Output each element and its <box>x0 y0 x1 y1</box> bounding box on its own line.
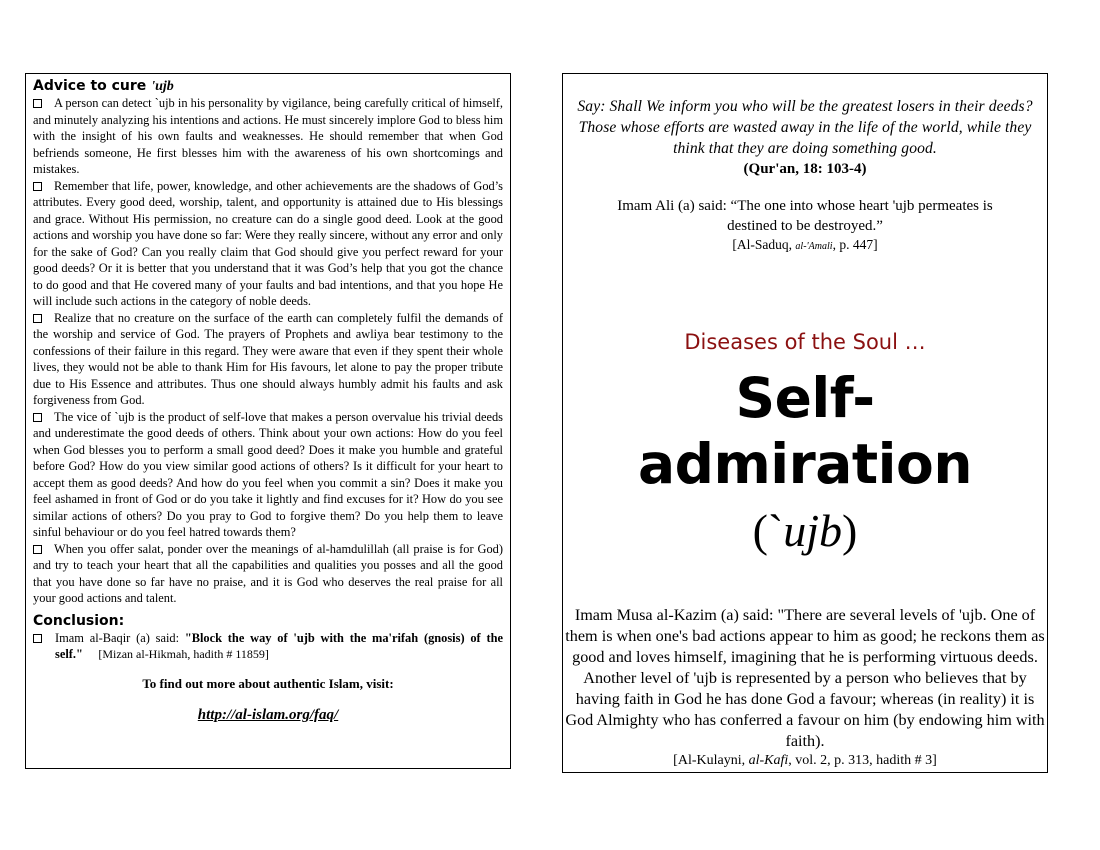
checkbox-bullet-icon <box>33 413 42 422</box>
imam-musa-quote: Imam Musa al-Kazim (a) said: "There are several levels of 'ujb. One of them is when one's bad actions appear to him as good; he reckons them as good and loves himself, imagining that he is performing virtuous deeds. Another level of 'ujb is represented by a person who believes that by having faith in God he has done God a favour; whereas (in reality) it is God Almighty who has conferred a favour on him (by endowing him with faith). <box>565 606 1045 750</box>
page-title: Self-admiration <box>638 366 972 496</box>
title-transliteration: (`ujb) <box>752 505 858 556</box>
conclusion-paragraph: Imam al-Baqir (a) said: "Block the way of 'ujb with the ma'rifah (gnosis) of the self." [Mizan al-Hikmah, hadith # 11859] <box>33 630 503 663</box>
imam-musa-block <box>565 605 1045 769</box>
advice-paragraph: The vice of `ujb is the product of self-love that makes a person overvalue his trivial deeds and underestimate the good deeds of others. Think about your own actions: How do you feel when God blesses you to perform a small good deed? Does it make you humble and grateful before God? How do you view similar good actions of others? Is it difficult for your heart to accept them as good deeds? And how do you feel when you commit a sin? Does it make you feel ashamed in front of God or do you take it lightly and find excuses for it? How do you see similar actions of others? Do you pray to God to forgive them? Do you help them to leave sinful behaviour or do you feel hatred towards them? <box>33 409 503 539</box>
left-panel <box>25 73 511 769</box>
series-subtitle: Diseases of the Soul … <box>684 330 926 354</box>
conclusion-heading: Conclusion: <box>33 612 125 629</box>
checkbox-bullet-icon <box>33 99 42 108</box>
advice-paragraph: Remember that life, power, knowledge, and other achievements are the shadows of God’s attributes. Every good deed, worship, talent, and opportunity is attained due to His blessings and grace. Without His permission, no creature can do a single good deed. Look at the good actions and worship you have done so far: Were they really sincere, without any error and only for the sake of God? Can you really claim that God should give you perfect reward for your good deeds? Or it is better that you understand that it was God’s help that you got the chance to do good and that He covered many of your faults and bad intentions, and that you hope He will include such actions in the category of noble deeds. <box>33 178 503 308</box>
imam-musa-reference: [Al-Kulayni, al-Kafi, vol. 2, p. 313, hadith # 3] <box>673 753 937 768</box>
website-link[interactable]: http://al-islam.org/faq/ <box>197 706 339 723</box>
checkbox-bullet-icon <box>33 182 42 191</box>
checkbox-bullet-icon <box>33 545 42 554</box>
imam-ali-reference: [Al-Saduq, al-'Amali, p. 447] <box>732 237 878 252</box>
advice-paragraph: A person can detect `ujb in his personality by vigilance, being carefully critical of himself, and minutely analyzing his intentions and actions. He must sincerely implore God to bless him with the insight of his own faults and weaknesses. He should remember that when God befriends someone, He first blesses him with the awareness of his own shortcomings and mistakes. <box>33 96 503 176</box>
conclusion-reference: [Mizan al-Hikmah, hadith # 11859] <box>98 647 269 661</box>
quran-quote: Say: Shall We inform you who will be the greatest losers in their deeds? Those whose efforts are wasted away in the life of the world, while they think that they are doing something good. <box>577 98 1033 157</box>
imam-ali-quote: Imam Ali (a) said: “The one into whose heart 'ujb permeates is destined to be destroyed.” <box>617 198 993 234</box>
advice-paragraph: When you offer salat, ponder over the meanings of al-hamdulillah (all praise is for God) and try to teach your heart that all the capabilities and qualities you posses and all the good that you have done so far have no praise, and it is God who deserves the real praise for all your good actions and talent. <box>33 541 503 605</box>
advice-paragraph: Realize that no creature on the surface of the earth can completely fulfil the demands of the worship and service of God. The prayers of Prophets and awliya bear testimony to the confessions of their failure in this regard. They were aware that even if they spent their whole lives, they would not be able to thank Him for His favours, let alone to pay the proper tribute due to His Essence and attributes. Thus one should always humbly admit his faults and ask forgiveness from God. <box>33 310 503 407</box>
checkbox-bullet-icon <box>33 634 42 643</box>
right-panel <box>562 73 1048 773</box>
quran-reference: (Qur'an, 18: 103-4) <box>743 161 867 177</box>
visit-text: To find out more about authentic Islam, visit: <box>142 675 394 691</box>
checkbox-bullet-icon <box>33 314 42 323</box>
advice-heading: Advice to cure 'ujb <box>33 78 174 94</box>
